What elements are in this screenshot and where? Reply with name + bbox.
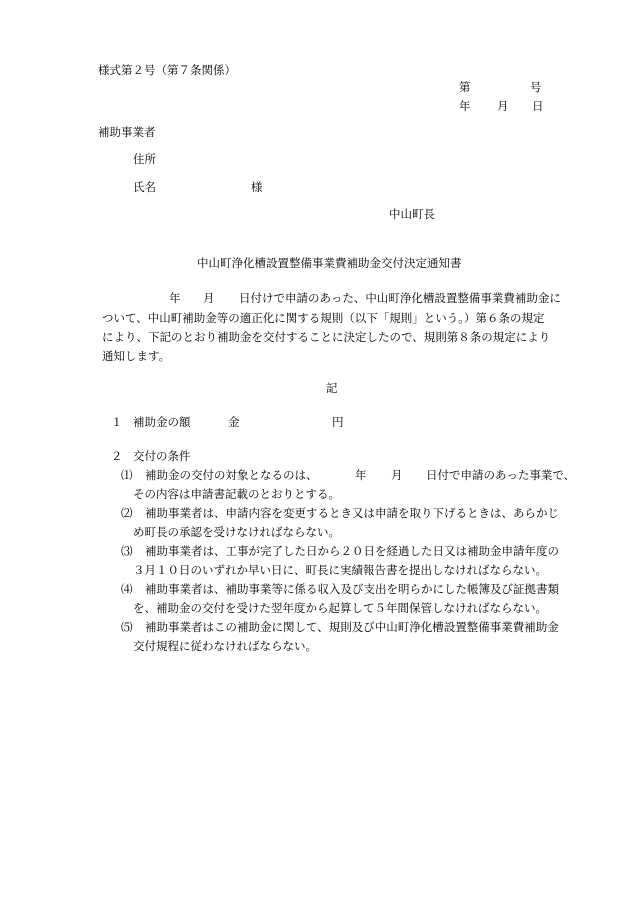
body-month: 月 bbox=[203, 291, 215, 305]
recipient-heading: 補助事業者 bbox=[98, 125, 156, 139]
date-year: 年 bbox=[459, 99, 471, 113]
honorific: 様 bbox=[251, 180, 263, 194]
item1-number: １ bbox=[111, 415, 123, 429]
condition-5-number: ⑸ bbox=[121, 620, 133, 634]
condition-2-line2: め町長の承認を受けなければならない。 bbox=[133, 525, 340, 539]
item2-number: ２ bbox=[111, 449, 123, 463]
condition-1-year: 年 bbox=[355, 468, 367, 482]
condition-2-number: ⑵ bbox=[121, 506, 133, 520]
date-day: 日 bbox=[532, 99, 544, 113]
condition-1-month: 月 bbox=[391, 468, 403, 482]
body-year: 年 bbox=[169, 291, 181, 305]
body-line2: ついて、中山町補助金等の適正化に関する規則（以下「規則」という。）第６条の規定 bbox=[102, 311, 545, 325]
condition-4-number: ⑷ bbox=[121, 582, 133, 596]
condition-5-line1: 補助事業者はこの補助金に関して、規則及び中山町浄化槽設置整備事業費補助金 bbox=[145, 620, 559, 634]
item2-label: 交付の条件 bbox=[133, 449, 191, 463]
condition-1-line1: 補助金の交付の対象となるのは、 bbox=[145, 468, 318, 482]
name-label: 氏名 bbox=[133, 180, 156, 194]
form-label: 様式第２号（第７条関係） bbox=[98, 63, 236, 77]
ki-heading: 記 bbox=[326, 381, 338, 395]
date-month: 月 bbox=[497, 99, 509, 113]
condition-3-line2: ３月１０日のいずれか早い日に、町長に実績報告書を提出しなければならない。 bbox=[133, 563, 547, 577]
issuer: 中山町長 bbox=[389, 207, 435, 221]
item1-label: 補助金の額 bbox=[133, 415, 191, 429]
address-label: 住所 bbox=[133, 152, 156, 166]
number-go: 号 bbox=[530, 80, 542, 94]
condition-4-line1: 補助事業者は、補助事業等に係る収入及び支出を明らかにした帳簿及び証拠書類 bbox=[145, 582, 559, 596]
body-line3: により、下記のとおり補助金を交付することに決定したので、規則第８条の規定により bbox=[102, 330, 551, 344]
condition-4-line2: を、補助金の交付を受けた翌年度から起算して５年間保管しなければならない。 bbox=[133, 601, 547, 615]
number-dai: 第 bbox=[459, 80, 471, 94]
condition-1-number: ⑴ bbox=[121, 468, 133, 482]
condition-5-line2: 交付規程に従わなければならない。 bbox=[133, 639, 317, 653]
condition-3-number: ⑶ bbox=[121, 544, 133, 558]
body-line4: 通知します。 bbox=[102, 349, 171, 363]
body-line1: 日付けで申請のあった、中山町浄化槽設置整備事業費補助金に bbox=[239, 291, 561, 305]
condition-2-line1: 補助事業者は、申請内容を変更するとき又は申請を取り下げるときは、あらかじ bbox=[145, 506, 559, 520]
condition-1-tail: 日付で申請のあった事業で、 bbox=[426, 468, 576, 482]
item1-kin: 金 bbox=[228, 415, 240, 429]
condition-1-line2: その内容は申請書記載のとおりとする。 bbox=[133, 487, 340, 501]
item1-yen: 円 bbox=[332, 415, 344, 429]
document-title: 中山町浄化槽設置整備事業費補助金交付決定通知書 bbox=[197, 256, 462, 270]
condition-3-line1: 補助事業者は、工事が完了した日から２０日を経過した日又は補助金申請年度の bbox=[145, 544, 559, 558]
